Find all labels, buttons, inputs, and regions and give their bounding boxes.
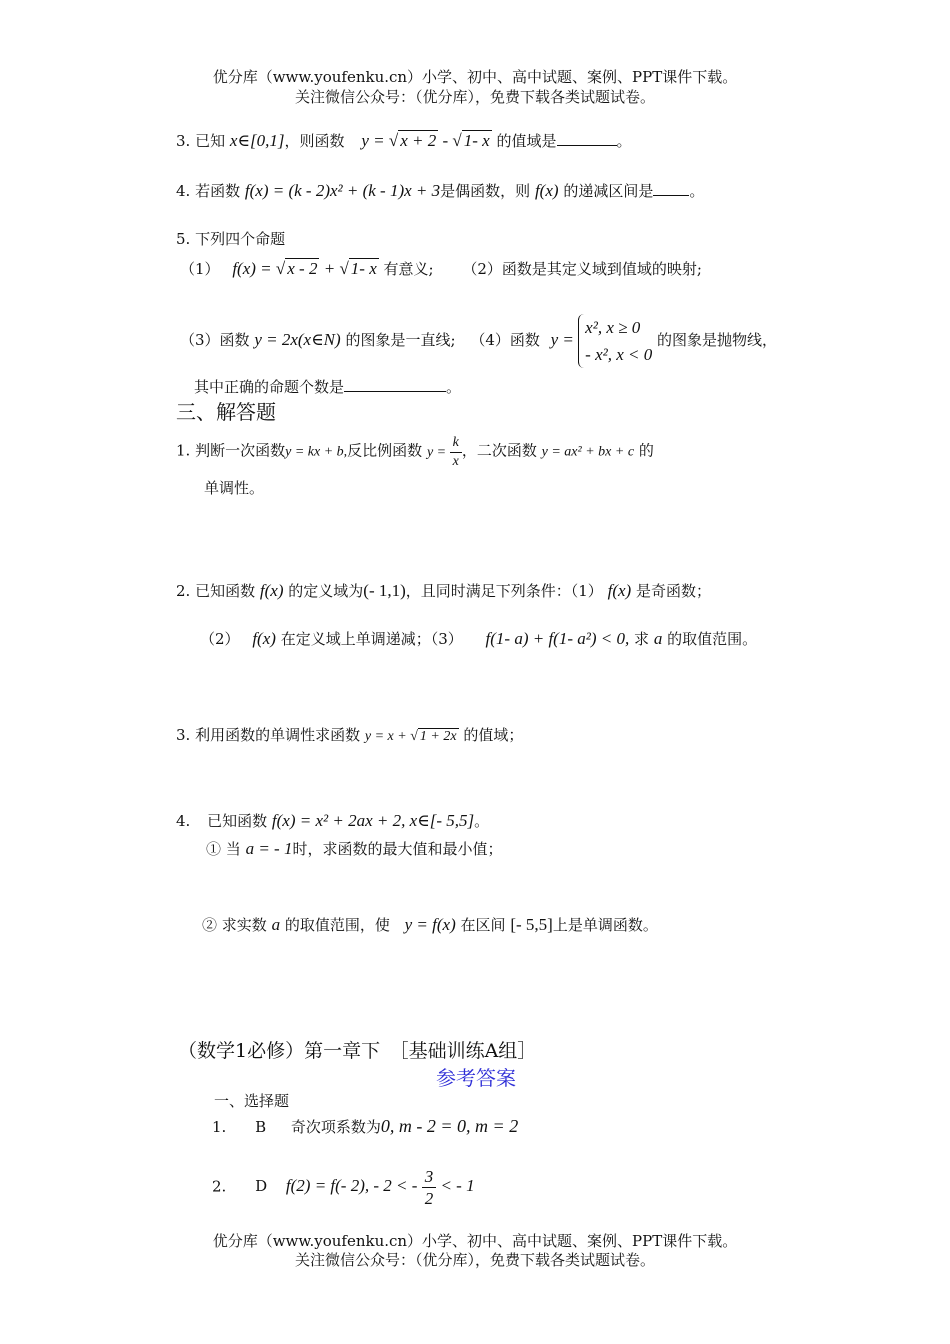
solve-question-4-part-2 <box>202 914 658 935</box>
question-text: 已知函数 <box>207 812 268 830</box>
question-text: 是奇函数； <box>635 582 711 600</box>
math-inequality: f(1- a) + f(1- a²) < 0, <box>485 629 630 648</box>
piecewise-case: - x², x < 0 <box>585 345 653 365</box>
section-title: 三、解答题 <box>176 400 276 424</box>
solve-question-4-part-1 <box>206 838 502 859</box>
question-text: 时，求函数的最大值和最小值； <box>292 840 503 858</box>
answer-text: 奇次项系数为 <box>290 1118 381 1136</box>
fill-question-4: 4. 若函数 f(x) = (k - 2)x² + (k - 1)x + 3是偶函数，则 f(x) 的递减区间是 。 <box>176 181 705 200</box>
math-fragment: y = <box>426 444 447 460</box>
question-text: 的值域是 <box>496 132 557 150</box>
proposition-label: （3）函数 <box>180 331 250 350</box>
question-text: （2） <box>200 630 240 648</box>
footer-line-1: 优分库（www.youfenku.cn）小学、初中、高中试题、案例、PPT课件下载。 <box>212 1232 738 1250</box>
answer-number: 1. <box>212 1118 227 1136</box>
numerator: 3 <box>422 1168 437 1188</box>
math-fragment: y = <box>550 330 574 350</box>
solve-question-4 <box>176 810 489 831</box>
math-quadratic: y = ax² + bx + c <box>541 444 635 460</box>
math-function: y = x + √ 1 + 2x <box>364 729 457 744</box>
math-radicand: 1- x <box>350 259 377 278</box>
math-linear: y = kx + b, <box>285 444 348 460</box>
answer-letter: B <box>255 1118 267 1136</box>
denominator: x <box>452 454 459 469</box>
solve-question-1-line-2: 单调性。 <box>204 479 265 497</box>
denominator: 2 <box>424 1189 434 1208</box>
answer-item-1 <box>212 1116 518 1137</box>
footer-line-2: 关注微信公众号：（优分库），免费下载各类试题试卷。 <box>294 1251 655 1269</box>
question-text: 求 <box>634 630 650 648</box>
math-function: y = 2x(x∈N) <box>254 330 341 350</box>
piecewise-brace <box>578 314 652 368</box>
answer-blank[interactable] <box>344 379 446 392</box>
math-fx: f(x) <box>534 181 559 200</box>
question-text: ① 当 <box>206 840 241 858</box>
question-text: 的值域； <box>463 726 524 744</box>
math-domain: (- 1,1) <box>363 581 406 600</box>
question-number: 4. <box>176 812 191 830</box>
answer-blank[interactable] <box>653 183 689 196</box>
math-fragment: - <box>438 131 453 150</box>
question-text: 反比例函数 <box>347 441 423 460</box>
math-fragment: < - 1 <box>440 1176 475 1196</box>
math-fx: f(x) <box>607 581 632 600</box>
question-text: 其中正确的命题个数是 <box>194 378 345 396</box>
math-condition: a = - 1 <box>245 839 293 858</box>
question-text: 的递减区间是 <box>563 182 654 200</box>
proposition-1-2 <box>180 258 702 279</box>
question-text: 的取值范围。 <box>667 630 758 648</box>
math-fragment: y = x + <box>364 729 411 744</box>
question-text: 是偶函数，则 <box>440 182 531 200</box>
solve-question-1 <box>176 436 654 469</box>
answer-math <box>285 1167 475 1208</box>
solve-question-3 <box>176 724 523 745</box>
proposition-3-4 <box>180 314 777 368</box>
proposition-2: （2）函数是其定义域到值域的映射; <box>462 260 702 278</box>
fraction <box>450 436 462 469</box>
solve-question-2-line-2 <box>200 628 757 649</box>
math-fragment: y = <box>361 131 389 150</box>
question-text: 的取值范围，使 <box>284 916 390 934</box>
proposition-label: （4）函数 <box>470 331 540 350</box>
question-text: 已知函数 <box>195 582 256 600</box>
proposition-text: 有意义; <box>383 260 434 278</box>
math-function: f(x) = x² + 2ax + 2, x∈[- 5,5] <box>271 811 475 830</box>
math-radicand: x + 2 <box>400 131 437 150</box>
math-condition: x∈[0,1] <box>229 131 285 150</box>
proposition-label: （1） <box>180 260 220 278</box>
answers-title: （数学1必修）第一章下 ［基础训练A组］ <box>178 1040 537 1062</box>
question-text: 若函数 <box>195 182 241 200</box>
answer-letter: D <box>255 1177 268 1196</box>
math-fx: f(x) <box>252 629 276 648</box>
math-variable: a <box>653 629 663 648</box>
question-text: 利用函数的单调性求函数 <box>195 726 361 744</box>
answer-math: 0, m - 2 = 0, m = 2 <box>380 1116 519 1136</box>
question-number: 1. <box>176 441 191 460</box>
header-line-1: 优分库（www.youfenku.cn）小学、初中、高中试题、案例、PPT课件下载。 <box>212 68 738 86</box>
numerator: k <box>450 436 462 453</box>
answer-number: 2. <box>212 1177 227 1196</box>
math-function: f(x) = √ x - 2 + √ 1- x <box>232 259 377 278</box>
math-inverse <box>426 435 462 469</box>
question-number: 3. <box>176 726 191 744</box>
fraction <box>422 1168 437 1207</box>
question-text: 已知 <box>195 132 226 150</box>
question-text: ，二次函数 <box>461 441 537 460</box>
question-text: 判断一次函数 <box>195 441 286 460</box>
solve-question-2 <box>176 580 711 601</box>
math-function: f(x) = (k - 2)x² + (k - 1)x + 3 <box>244 181 441 200</box>
math-piecewise <box>550 318 653 365</box>
proposition-text: 的图象是一直线; <box>345 331 456 350</box>
math-radicand: x - 2 <box>287 259 318 278</box>
question-text: 。 <box>474 812 490 830</box>
answers-subtitle: 参考答案 <box>436 1066 516 1090</box>
question-number: 4. <box>176 182 191 200</box>
math-fragment: f(x) = <box>232 259 276 278</box>
question-text: ，则函数 <box>284 132 345 150</box>
math-radicand: 1- x <box>463 131 490 150</box>
answer-item-2 <box>212 1168 475 1207</box>
answer-prompt: 其中正确的命题个数是 。 <box>194 378 462 396</box>
math-interval: [- 5,5] <box>510 915 553 934</box>
piecewise-case: x², x ≥ 0 <box>585 318 641 337</box>
math-fx: f(x) <box>259 581 284 600</box>
answers-section-choice: 一、选择题 <box>214 1092 290 1110</box>
question-text: 在区间 <box>460 916 506 934</box>
question-text: ，且同时满足下列条件：（1） <box>405 582 603 600</box>
math-function: y = f(x) <box>404 915 456 934</box>
question-text: 上是单调函数。 <box>552 916 658 934</box>
math-fragment: f(2) = f(- 2), - 2 < - <box>285 1176 418 1196</box>
answer-blank[interactable] <box>557 133 617 146</box>
question-text: 的 <box>638 441 654 460</box>
question-text: 下列四个命题 <box>195 230 286 248</box>
fill-question-5 <box>176 228 285 249</box>
math-fragment: + <box>319 259 340 278</box>
fill-question-3: 3. 已知 x∈[0,1]，则函数 y = √ x + 2 - √ 1- x 的值域是 。 <box>176 131 632 150</box>
header-line-2: 关注微信公众号：（优分库），免费下载各类试题试卷。 <box>294 88 655 106</box>
math-variable: a <box>271 915 281 934</box>
question-number: 5. <box>176 230 191 248</box>
proposition-text: 的图象是抛物线， <box>657 331 778 350</box>
math-radicand: 1 + 2x <box>419 729 457 744</box>
question-text: 在定义域上单调递减；（3） <box>280 630 463 648</box>
question-number: 3. <box>176 132 191 150</box>
question-text: ② 求实数 <box>202 916 267 934</box>
math-function: y = √ x + 2 - √ 1- x <box>361 131 490 150</box>
question-text: 的定义域为 <box>288 582 364 600</box>
question-number: 2. <box>176 582 191 600</box>
